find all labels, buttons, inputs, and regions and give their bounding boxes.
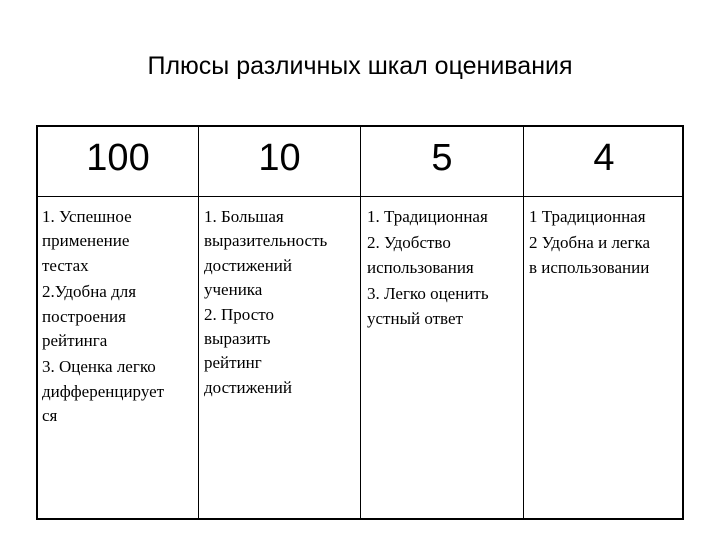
header-10: 10 xyxy=(258,137,301,179)
cell-line: рейтинга xyxy=(42,331,108,351)
cell-line: ученика xyxy=(204,280,263,300)
cell-line: рейтинг xyxy=(204,353,262,373)
cell-line: тестах xyxy=(42,255,89,275)
cell-line: 2.Удобна для xyxy=(42,282,137,302)
cell-line: дифференцирует xyxy=(42,381,165,401)
cell-5 xyxy=(367,205,523,331)
cell-line: выразить xyxy=(204,329,271,349)
slide-title: Плюсы различных шкал оценивания xyxy=(147,52,573,80)
cell-line: использования xyxy=(367,257,474,277)
cell-line: построения xyxy=(42,306,126,326)
cell-line: 2. Просто xyxy=(204,304,274,324)
header-5: 5 xyxy=(431,137,453,179)
cell-line: 2 Удобна и легка xyxy=(529,233,650,253)
cell-line: 1. Успешное xyxy=(42,207,132,226)
cell-10 xyxy=(204,205,360,400)
cell-line: 2. Удобство xyxy=(367,233,451,253)
header-divider xyxy=(38,196,682,197)
cell-line: в использовании xyxy=(529,257,650,277)
header-100: 100 xyxy=(86,137,150,179)
cell-line: ся xyxy=(42,406,58,426)
cell-line: 1. Традиционная xyxy=(367,207,488,226)
cell-line: 1. Большая xyxy=(204,207,284,226)
cell-line: применение xyxy=(42,231,130,251)
cell-100 xyxy=(42,205,197,429)
cell-4 xyxy=(529,205,684,280)
cell-line: устный ответ xyxy=(367,308,463,328)
cell-line: достижений xyxy=(204,377,293,397)
cell-line: 1 Традиционная xyxy=(529,207,646,226)
column-divider xyxy=(360,127,361,518)
header-4: 4 xyxy=(593,137,615,179)
cell-line: 3. Оценка легко xyxy=(42,357,156,377)
cell-line: выразительность xyxy=(204,231,328,251)
column-divider xyxy=(523,127,524,518)
cell-line: 3. Легко оценить xyxy=(367,284,489,304)
column-divider xyxy=(198,127,199,518)
comparison-table xyxy=(36,125,684,520)
cell-line: достижений xyxy=(204,255,293,275)
